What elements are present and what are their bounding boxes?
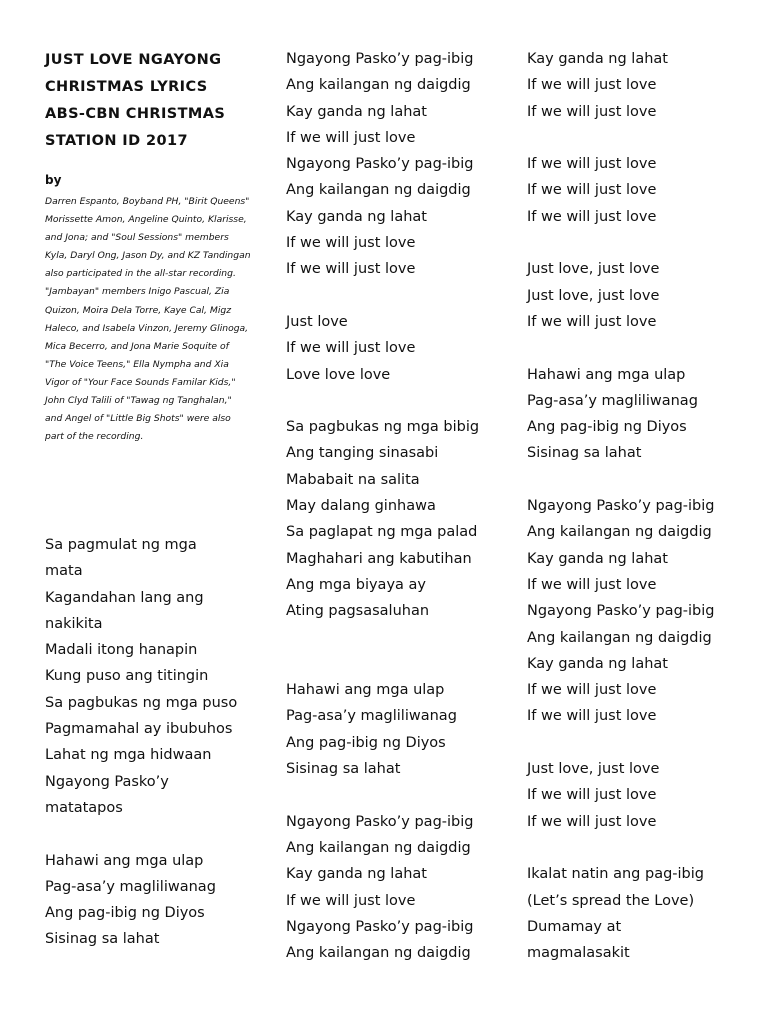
lyric-line: magmalasakit (527, 945, 630, 962)
lyric-line: Kay ganda ng lahat (286, 866, 427, 883)
lyric-line: Ngayong Pasko’y pag-ibig (286, 51, 474, 67)
lyric-line: Pag-asa’y magliliwanag (286, 708, 457, 725)
stanza-gap (527, 467, 714, 493)
lyric-line: Ang pag-ibig ng Diyos (527, 419, 687, 436)
lyric-line: If we will just love (286, 261, 416, 278)
title-line: JUST LOVE NGAYONG (45, 52, 222, 68)
lyric-line: If we will just love (527, 156, 657, 173)
lyric-line: Ang tanging sinasabi (286, 445, 439, 462)
lyric-line: Sa paglapat ng mga palad (286, 524, 478, 541)
lyric-line: Kay ganda ng lahat (527, 655, 668, 672)
credits-paragraph: Darren Espanto, Boyband PH, "Birit Queens" Morissette Amon, Angeline Quinto, Klarisse, and Jona; and "Soul Sessions" members Kyla, Daryl Ong, Jason Dy, and KZ Tandingan also participated in the all-star recording. "Jambayan" members Inigo Pascual, Zia Quizon, Moira Dela Torre, Kaye Cal, Migz Haleco, and Isabela Vinzon, Jeremy Glinoga, Mica Becerro, and Jona Marie Soquite of "The Voice Teens," Ella Nympha and Xia Vigor of "Your Face Sounds Familar Kids," John Clyd Talili of "Tawag ng Tanghalan," and Angel of "Little Big Shots" were also part of the recording. (45, 196, 251, 443)
lyric-line: If we will just love (527, 708, 657, 725)
lyric-line: Ang pag-ibig ng Diyos (286, 734, 446, 751)
lyric-line: If we will just love (286, 340, 416, 357)
lyric-line: Ang kailangan ng daigdig (527, 629, 712, 646)
lyric-line: Sisinag sa lahat (45, 931, 160, 948)
stanza-gap (286, 782, 479, 808)
lyric-line: Pag-asa’y magliliwanag (527, 392, 698, 409)
lyric-line: Sa pagbukas ng mga puso (45, 694, 238, 711)
lyric-line: Ngayong Pasko’y pag-ibig (286, 156, 474, 173)
lyric-line: Just love, just love (527, 761, 660, 778)
stanza-gap (286, 283, 479, 309)
stanza-gap (527, 835, 714, 861)
lyric-line: If we will just love (527, 103, 657, 120)
stanza-gap (527, 230, 714, 256)
lyric-line: Ikalat natin ang pag-ibig (527, 866, 704, 883)
lyric-line: If we will just love (527, 208, 657, 225)
lyrics-block-right (527, 46, 714, 966)
lyric-line: Kay ganda ng lahat (286, 208, 427, 225)
lyric-line: Sisinag sa lahat (286, 761, 401, 778)
lyric-line: Lahat ng mga hidwaan (45, 747, 212, 764)
lyric-line: Ang mga biyaya ay (286, 576, 426, 593)
stanza-gap (527, 335, 714, 361)
title-line: ABS-CBN CHRISTMAS (45, 106, 226, 122)
lyric-line: Just love, just love (527, 287, 660, 304)
lyric-line: Ang kailangan ng daigdig (286, 182, 471, 199)
lyric-line: Pagmamahal ay ibubuhos (45, 721, 233, 738)
by-label: by (45, 173, 62, 187)
lyric-line: Kay ganda ng lahat (527, 51, 668, 67)
lyric-line: If we will just love (527, 313, 657, 330)
lyric-line: Kagandahan lang ang (45, 589, 204, 606)
lyric-line: If we will just love (286, 129, 416, 146)
lyric-line: Ngayong Pasko’y pag-ibig (286, 918, 474, 935)
lyric-line: Just love (286, 313, 348, 330)
lyric-line: Ang kailangan ng daigdig (527, 524, 712, 541)
title-line: STATION ID 2017 (45, 133, 188, 149)
lyric-line: If we will just love (527, 682, 657, 699)
lyric-line: Ang kailangan ng daigdig (286, 839, 471, 856)
lyric-line: Ngayong Pasko’y pag-ibig (286, 813, 474, 830)
lyric-line: Hahawi ang mga ulap (527, 366, 686, 383)
lyric-line: Just love, just love (527, 261, 660, 278)
lyric-line: Madali itong hanapin (45, 642, 198, 659)
lyric-line: Sa pagbukas ng mga bibig (286, 419, 480, 436)
stanza-gap (527, 125, 714, 151)
lyric-line: matatapos (45, 799, 123, 816)
lyric-line: If we will just love (286, 892, 416, 909)
lyric-line: If we will just love (286, 235, 416, 252)
page-title (45, 47, 260, 155)
lyrics-block-middle (286, 46, 479, 966)
lyric-line: Sa pagmulat ng mga (45, 537, 197, 553)
lyric-line: Ang kailangan ng daigdig (286, 945, 471, 962)
stanza-gap (286, 651, 479, 677)
lyric-line: Hahawi ang mga ulap (286, 682, 445, 699)
lyric-line: Ang kailangan ng daigdig (286, 77, 471, 94)
lyric-line: nakikita (45, 615, 103, 632)
lyric-line: Pag-asa’y magliliwanag (45, 878, 216, 895)
lyric-line: If we will just love (527, 77, 657, 94)
lyric-line: Ating pagsasaluhan (286, 603, 430, 620)
lyric-line: Dumamay at (527, 918, 622, 935)
lyric-line: If we will just love (527, 787, 657, 804)
lyric-line: Love love love (286, 366, 391, 383)
lyric-line: Kay ganda ng lahat (286, 103, 427, 120)
stanza-gap (527, 730, 714, 756)
lyric-line: Mababait na salita (286, 471, 420, 488)
lyric-line: Kay ganda ng lahat (527, 550, 668, 567)
lyric-line: Ngayong Pasko’y pag-ibig (527, 603, 715, 620)
stanza-gap (286, 625, 479, 651)
lyrics-block-left (45, 532, 237, 953)
lyric-line: Ang pag-ibig ng Diyos (45, 905, 205, 922)
lyric-line: mata (45, 563, 83, 580)
lyric-line: Hahawi ang mga ulap (45, 852, 204, 869)
lyric-line: If we will just love (527, 182, 657, 199)
lyric-line: Ngayong Pasko’y (45, 773, 169, 790)
lyric-line: May dalang ginhawa (286, 498, 436, 515)
stanza-gap (286, 388, 479, 414)
lyric-line: Kung puso ang titingin (45, 668, 209, 685)
lyric-line: (Let’s spread the Love) (527, 892, 695, 909)
title-line: CHRISTMAS LYRICS (45, 79, 208, 95)
lyric-line: Ngayong Pasko’y pag-ibig (527, 498, 715, 515)
lyric-line: Sisinag sa lahat (527, 445, 642, 462)
stanza-gap (45, 821, 237, 847)
lyric-line: If we will just love (527, 576, 657, 593)
lyric-line: Maghahari ang kabutihan (286, 550, 472, 567)
lyric-line: If we will just love (527, 813, 657, 830)
